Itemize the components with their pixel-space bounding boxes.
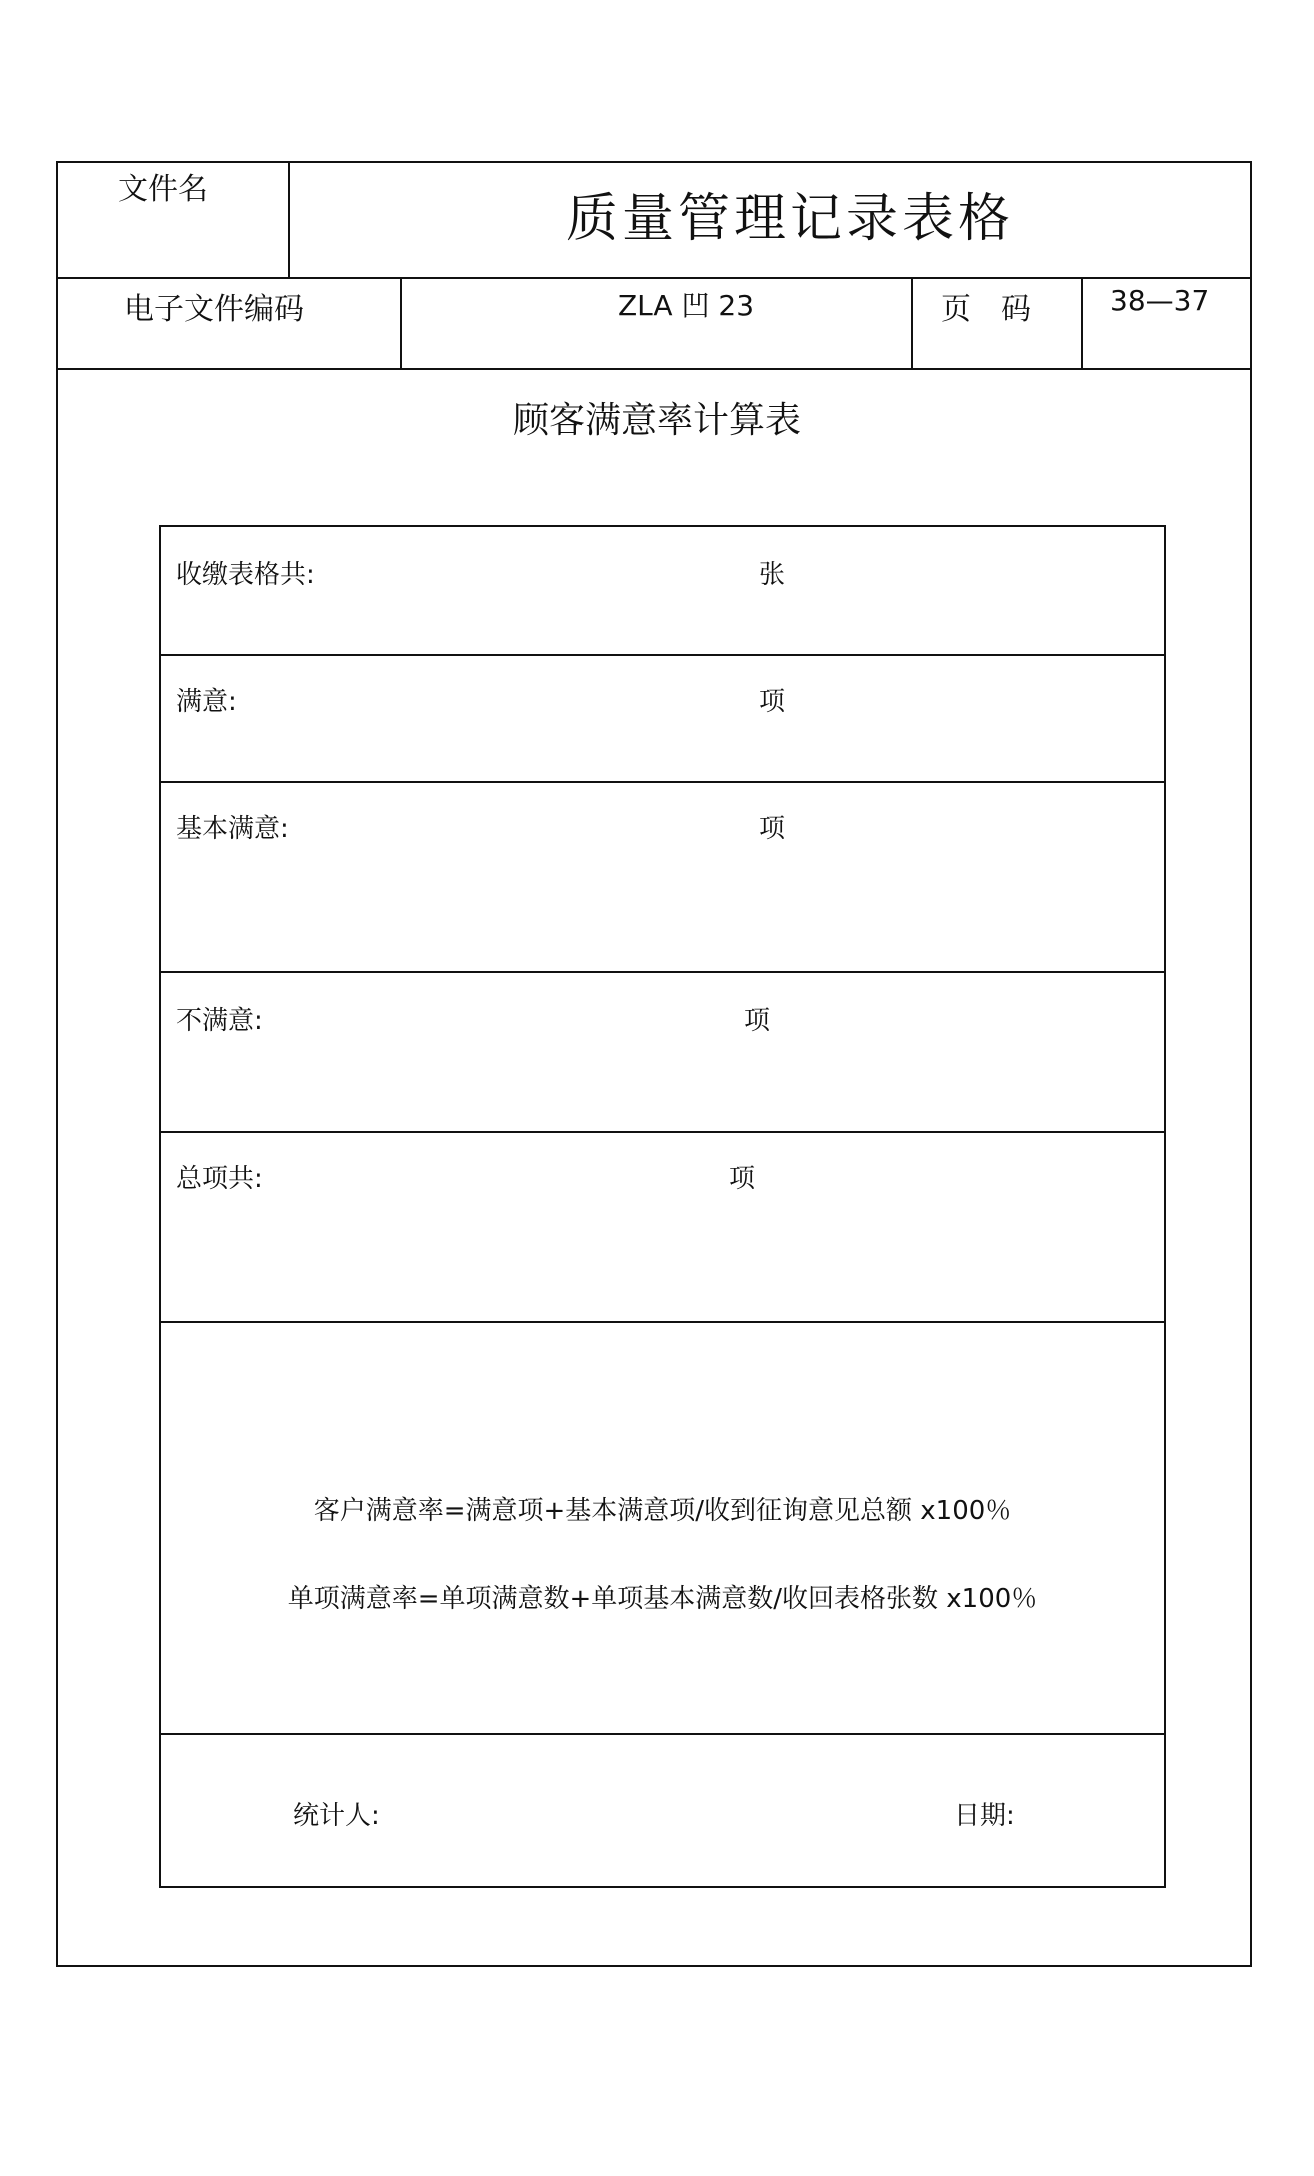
- table-row: [161, 973, 1164, 1133]
- row-label: 满意:: [176, 687, 237, 717]
- row-unit: 项: [759, 814, 786, 844]
- row-label: 基本满意:: [176, 814, 289, 844]
- form-title: 顾客满意率计算表: [512, 400, 801, 441]
- header-divider: [400, 279, 402, 370]
- signature-row: [161, 1735, 1164, 1886]
- formula-row: [161, 1323, 1164, 1735]
- table-row: [161, 527, 1164, 656]
- table-row: [161, 783, 1164, 973]
- row-label: 总项共:: [176, 1164, 263, 1194]
- satisfaction-table: [159, 525, 1166, 1888]
- header-divider: [288, 161, 290, 279]
- page-label: 页 码: [941, 292, 1031, 327]
- statistician-label: 统计人:: [293, 1801, 380, 1831]
- row-label: 收缴表格共:: [176, 560, 315, 590]
- header-divider: [1081, 279, 1083, 370]
- date-label: 日期:: [954, 1801, 1015, 1831]
- row-unit: 项: [729, 1164, 756, 1194]
- formula-customer-satisfaction: 客户满意率=满意项+基本满意项/收到征询意见总额 x100％: [313, 1496, 1012, 1526]
- header-divider: [911, 279, 913, 370]
- document-title: 质量管理记录表格: [566, 189, 1015, 249]
- row-unit: 项: [759, 687, 786, 717]
- code-value: ZLA 凹 23: [618, 289, 755, 322]
- table-row: [161, 1133, 1164, 1323]
- row-unit: 项: [744, 1006, 771, 1036]
- page-value: 38—37: [1110, 284, 1210, 317]
- row-unit: 张: [759, 560, 786, 590]
- formula-item-satisfaction: 单项满意率=单项满意数+单项基本满意数/收回表格张数 x100％: [287, 1584, 1038, 1614]
- row-label: 不满意:: [176, 1006, 263, 1036]
- table-row: [161, 656, 1164, 783]
- file-name-label: 文件名: [118, 172, 208, 207]
- electronic-code-label: 电子文件编码: [124, 292, 304, 327]
